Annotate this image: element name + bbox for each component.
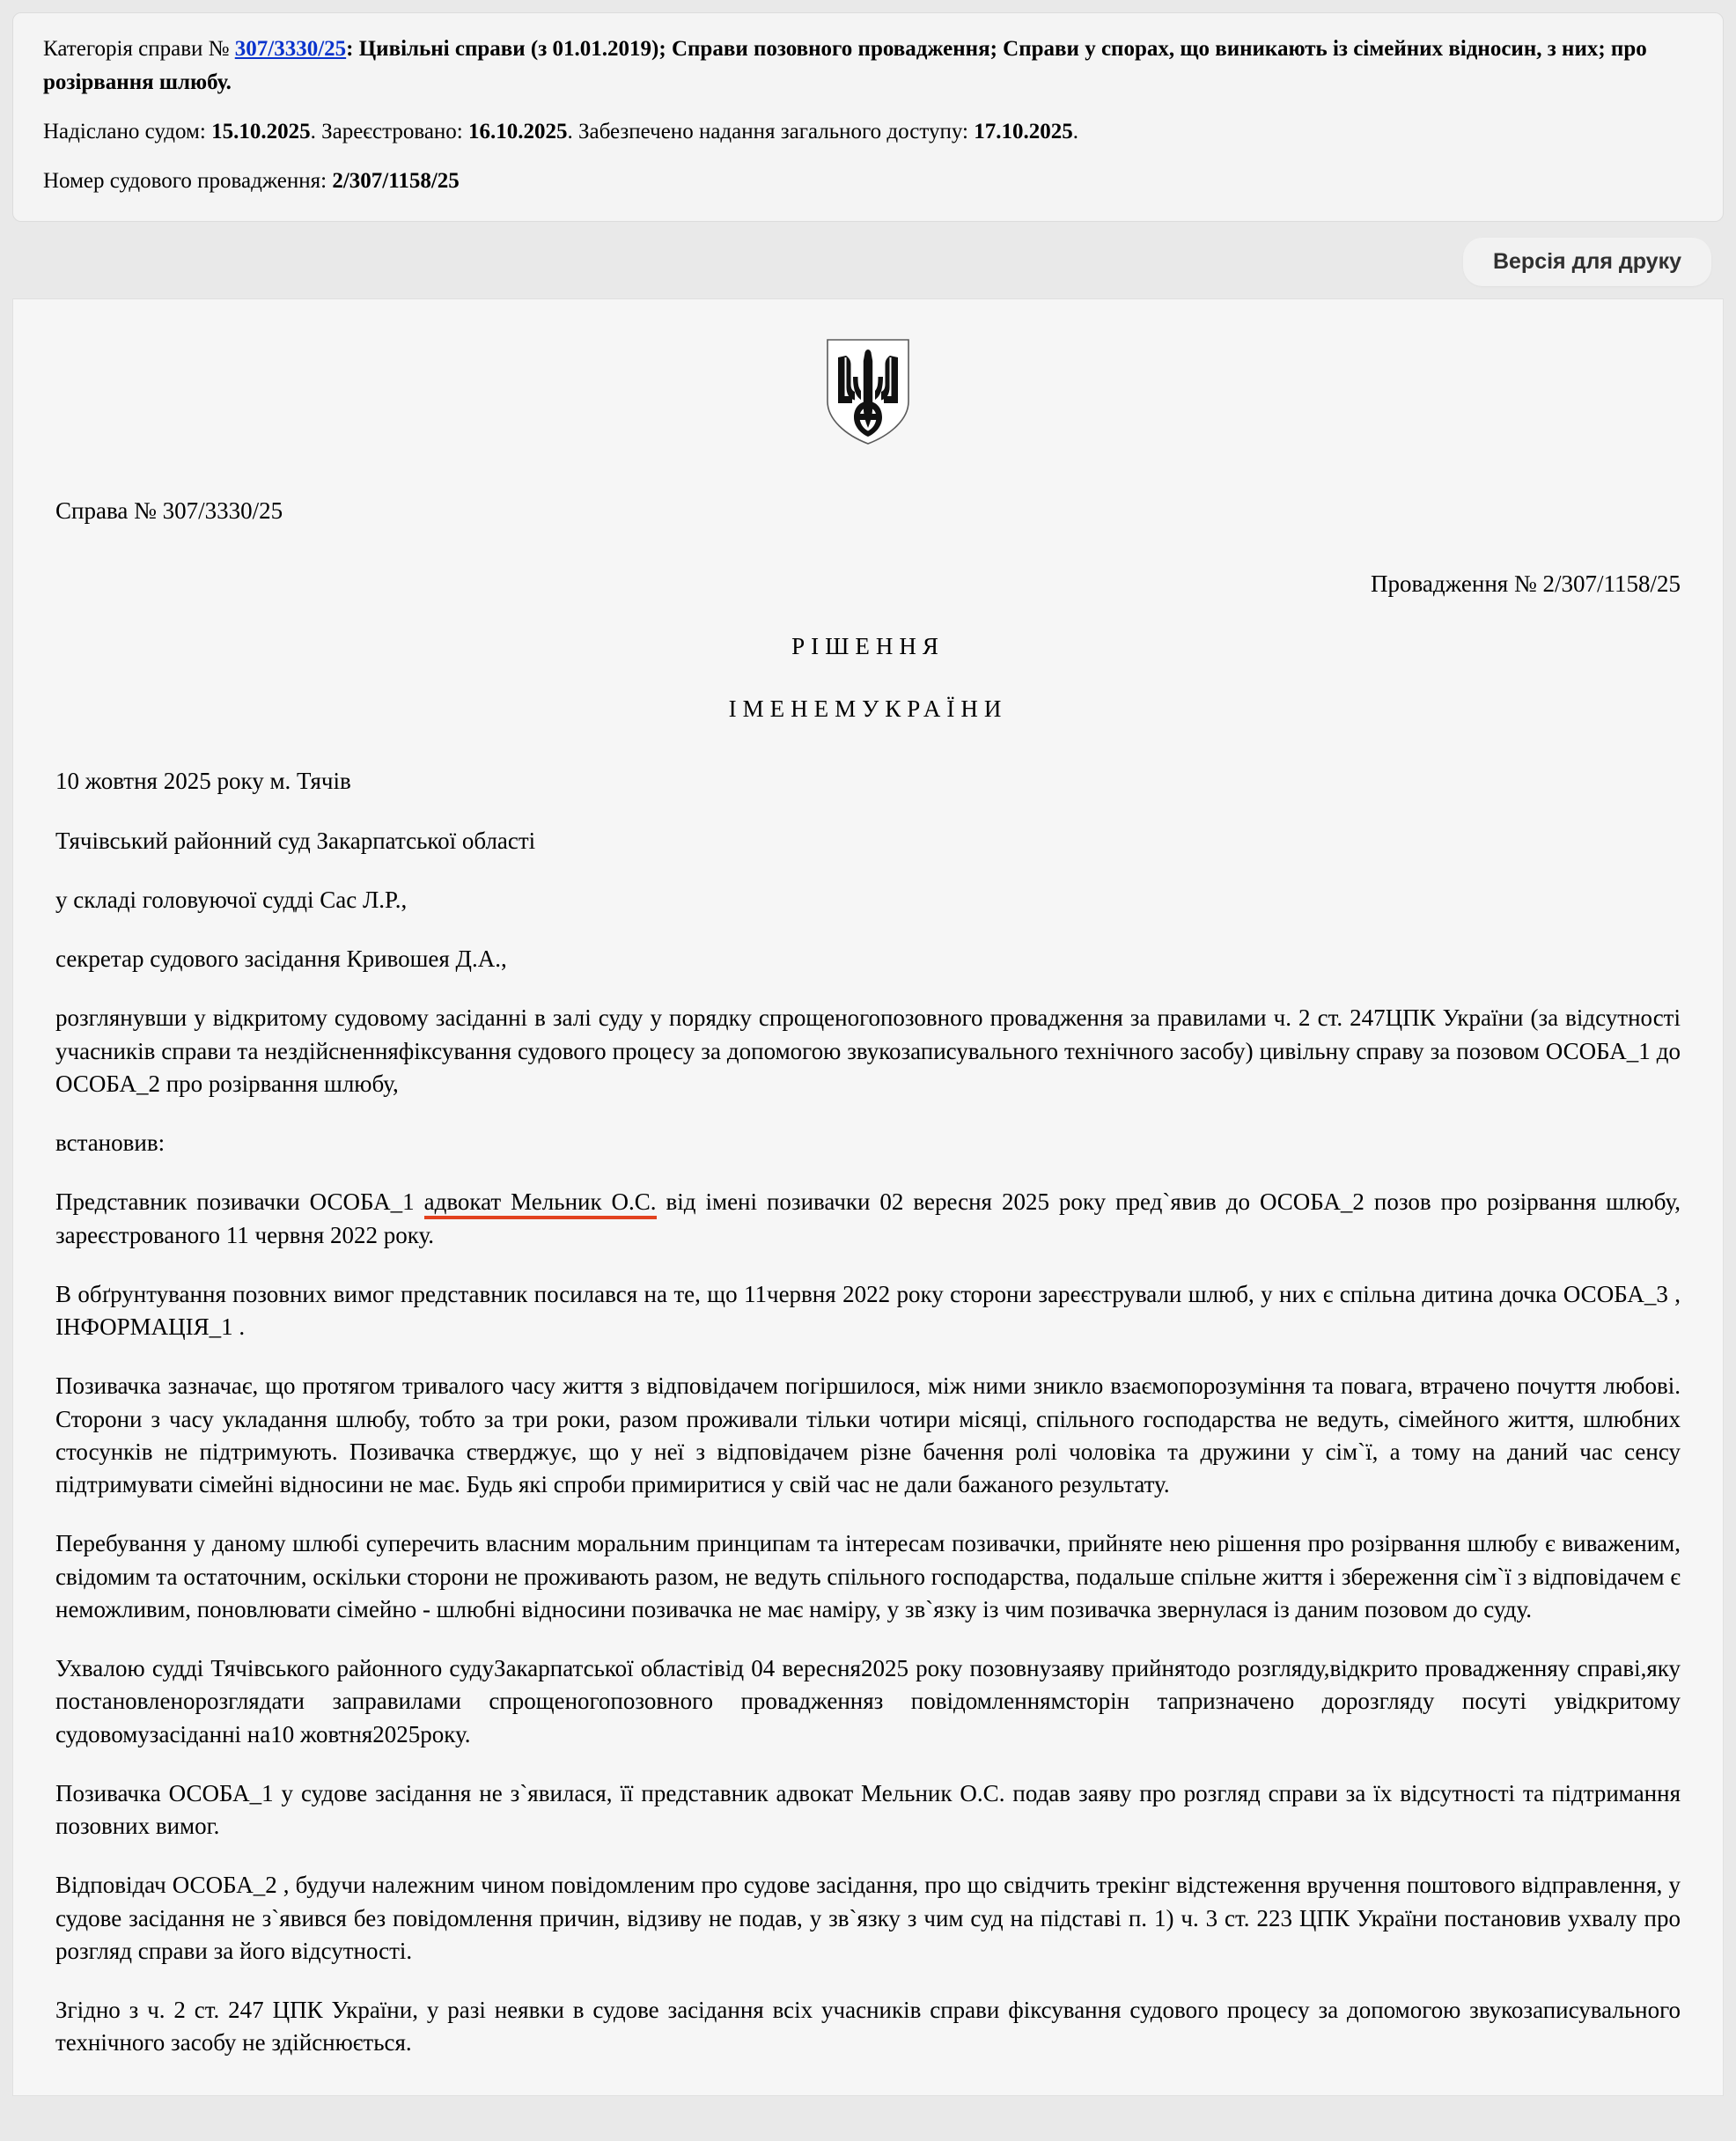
representative-text-post: від імені позивачки 02 вересня 2025 року пред`явив до ОСОБА_2 позов про розірвання шлюбу, зареєстрованого 11 червня 2022 року. <box>55 1188 1681 1248</box>
court-decision-document <box>12 298 1724 2096</box>
sent-date: 15.10.2025 <box>211 120 311 143</box>
proceeding-number-line <box>43 165 1693 198</box>
registered-label: . Зареєстровано: <box>310 120 468 143</box>
sent-label: Надіслано судом: <box>43 120 212 143</box>
public-access-suffix: . <box>1072 120 1078 143</box>
proceeding-number-label: Номер судового провадження: <box>43 169 333 193</box>
document-case-number: Справа № 307/3330/25 <box>55 497 283 524</box>
paragraph-defendant-absent: Відповідач ОСОБА_2 , будучи належним чином повідомленим про судове засідання, про що свідчить трекінг відстеження вручення поштового відправлення, у судове засідання не з`явився без повідомлення причин, відзиву не подав, у зв`язку з чим суд на підставі п. 1) ч. 3 ст. 223 ЦПК України постановив ухвалу про розгляд справи за його відсутності. <box>55 1872 1681 1964</box>
paragraph-claim-grounds: В обґрунтування позовних вимог представник посилався на те, що 11червня 2022 року сторони зареєстрували шлюб, у них є спільна дитина дочка ОСОБА_3 , ІНФОРМАЦІЯ_1 . <box>55 1280 1681 1341</box>
case-dates-line <box>43 115 1693 149</box>
emblem-container <box>55 329 1681 496</box>
public-access-label: . Забезпечено надання загального доступу: <box>567 120 975 143</box>
ukraine-coat-of-arms-icon <box>826 338 910 450</box>
date-and-place: 10 жовтня 2025 року м. Тячів <box>55 768 351 795</box>
paragraph-plaintiff-absent: Позивачка ОСОБА_1 у судове засідання не з`явилася, її представник адвокат Мельник О.С. подав заяву про розгляд справи за їх відсутності та підтримання позовних вимог. <box>55 1779 1681 1840</box>
registered-date: 16.10.2025 <box>468 120 568 143</box>
public-access-date: 17.10.2025 <box>974 120 1073 143</box>
case-category-prefix: Категорія справи № <box>43 37 235 61</box>
case-meta-card <box>12 12 1724 222</box>
document-proceeding-number: Провадження № 2/307/1158/25 <box>1371 570 1681 598</box>
paragraph-marriage-contradicts: Перебування у даному шлюбі суперечить власним моральним принципам та інтересам позивачки, прийняте нею рішення про розірвання шлюбу є виваженим, свідомим та остаточним, оскільки сторони не проживають разом, не ведуть спільного господарства, подальше спільне життя і збереження сім`ї з відповідачем є неможливим, поновлювати сімейно - шлюбні відносини позивачка не має наміру, у зв`язку із чим позивачка звернулася із даним позовом до суду. <box>55 1530 1681 1622</box>
proceeding-number-value: 2/307/1158/25 <box>332 169 460 193</box>
court-name: Тячівський районний суд Закарпатської області <box>55 827 536 854</box>
presiding-judge: у складі головуючої судді Сас Л.Р., <box>55 886 408 913</box>
paragraph-representative <box>55 1186 1681 1252</box>
paragraph-court-ruling: Ухвалою судді Тячівського районного судуЗакарпатської областівід 04 вересня2025 року позовнузаяву прийнятодо розгляду,відкрито провадженняу справі,яку постановленорозглядати заправилами спрощеногопозовного провадженняз повідомленнямсторін тапризначено дорозгляду посуті увідкритому судовомузасіданні на10 жовтня2025року. <box>55 1655 1681 1747</box>
representative-text-pre: Представник позивачки ОСОБА_1 <box>55 1188 424 1216</box>
document-subtitle: ІМЕНЕМУКРАЇНИ <box>728 695 1008 723</box>
case-category-line <box>43 33 1693 99</box>
court-secretary: секретар судового засідання Кривошея Д.А., <box>55 945 507 973</box>
paragraph-no-audio-recording: Згідно з ч. 2 ст. 247 ЦПК України, у разі неявки в судове засідання всіх учасників справи фіксування судового процесу за допомогою звукозаписувального технічного засобу не здійснюється. <box>55 1997 1681 2056</box>
case-category-text: : Цивільні справи (з 01.01.2019); Справи позовного провадження; Справи у спорах, що виникають із сімейних відносин, з них; про розірвання шлюбу. <box>43 37 1647 94</box>
paragraph-plaintiff-statement: Позивачка зазначає, що протягом тривалого часу життя з відповідачем погіршилося, між ними зникло взаємопорозуміння та повага, втрачено почуття любові. Сторони з часу укладання шлюбу, тобто за три роки, разом проживали тільки чотири місяці, спільного господарства не ведуть, сімейного життя, шлюбних стосунків не підтримують. Позивачка стверджує, що у неї з відповідачем різне бачення ролі чоловіка та дружини у сім`ї, а тому на даний час сенсу підтримувати сімейні відносини не має. Будь які спроби примиритися у свій час не дали бажаного результату. <box>55 1372 1681 1498</box>
review-introduction: розглянувши у відкритому судовому засіданні в залі суду у порядку спрощеногопозовного провадження за правилами ч. 2 ст. 247ЦПК України (за відсутності учасників справи та нездійсненняфіксування судового процесу за допомогою звукозаписувального технічного засобу) цивільну справу за позовом ОСОБА_1 до ОСОБА_2 про розірвання шлюбу, <box>55 1004 1681 1097</box>
document-title: РІШЕННЯ <box>791 633 945 660</box>
print-version-button[interactable]: Версія для друку <box>1463 238 1711 286</box>
document-toolbar <box>12 238 1724 298</box>
highlighted-advocate-name: адвокат Мельник О.С. <box>424 1188 657 1219</box>
case-number-link[interactable]: 307/3330/25 <box>234 37 347 61</box>
established-label: встановив: <box>55 1129 166 1157</box>
